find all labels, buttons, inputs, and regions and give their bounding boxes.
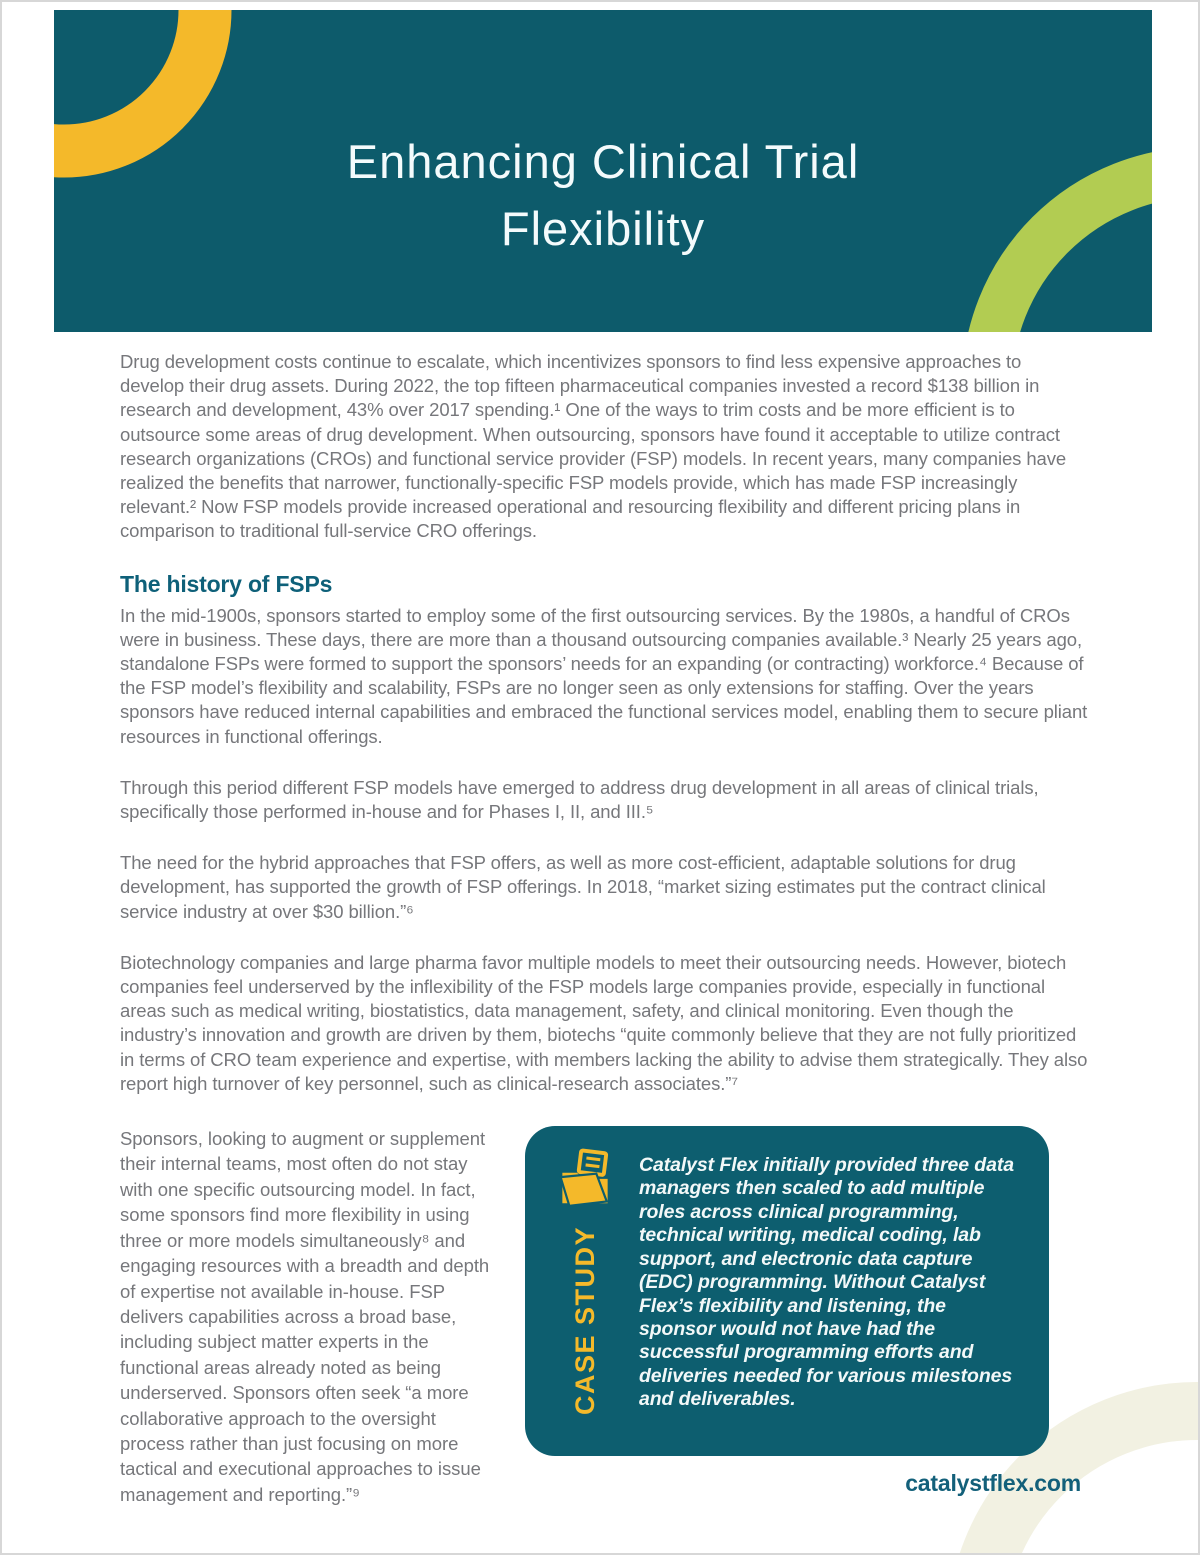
- section-heading-history: The history of FSPs: [120, 570, 333, 597]
- paragraph-hybrid-need: The need for the hybrid approaches that FSP offers, as well as more cost-efficient, adaptable solutions for drug development, has supported the growth of FSP offerings. In 2018, “market sizing estimates put the contract clinical service industry at over $30 billion.”⁶: [120, 852, 1046, 922]
- footer-website-link[interactable]: catalystflex.com: [905, 1470, 1081, 1496]
- intro-paragraph: Drug development costs continue to escalate, which incentivizes sponsors to find less expensive approaches to develop their drug assets. During 2022, the top fifteen pharmaceutical companies invested a record $138 billion in research and development, 43% over 2017 spending.¹ One of the ways to trim costs and be more efficient is to outsource some areas of drug development. When outsourcing, sponsors have found it acceptable to utilize contract research organizations (CROs) and functional service provider (FSP) models. In recent years, many companies have realized the benefits that narrower, functionally-specific FSP models provide, which has made FSP increasingly relevant.² Now FSP models provide increased operational and resourcing flexibility and different pricing plans in comparison to traditional full-service CRO offerings.: [120, 351, 1067, 542]
- article-content: [2, 332, 1198, 1507]
- page-title: Enhancing Clinical Trial Flexibility: [346, 135, 860, 255]
- paragraph-fsp-models: Through this period different FSP models have emerged to address drug development in all areas of clinical trials, specifically those performed in-house and for Phases I, II, and III.⁵: [120, 776, 1039, 823]
- folder-icon: [558, 1148, 612, 1208]
- case-study-quote: Catalyst Flex initially provided three data managers then scaled to add multiple roles across clinical programming, technical writing, medical coding, lab support, and electronic data capture (EDC) programming. Without Catalyst Flex’s flexibility and listening, the sponsor would not have had the successful programming efforts and deliveries needed for various milestones and deliverables.: [639, 1154, 1014, 1411]
- paragraph-biotech: Biotechnology companies and large pharma favor multiple models to meet their outsourcing needs. However, biotech companies feel underserved by the inflexibility of the FSP models large companies provide, especially in functional areas such as medical writing, biostatistics, data management, safety, and clinical monitoring. Even though the industry’s innovation and growth are driven by them, biotechs “quite commonly believe that they are not fully prioritized in terms of CRO team experience and expertise, with members lacking the ability to advise them strategically. They also report high turnover of key personnel, such as clinical-research associates.”⁷: [120, 951, 1088, 1094]
- sponsors-paragraph: Sponsors, looking to augment or supplement their internal teams, most often do not stay with one specific outsourcing model. In fact, some sponsors find more flexibility in using three or more models simultaneously⁸ and engaging resources with a breadth and depth of expertise not available in-house. FSP delivers capabilities across a broad base, including subject matter experts in the functional areas already noted as being underserved. Sponsors often seek “a more collaborative approach to the oversight process rather than just focusing on more tactical and executional approaches to issue management and reporting.”⁹: [120, 1128, 490, 1505]
- green-arc-decoration: [987, 172, 1152, 332]
- two-column-section: [120, 1126, 1088, 1507]
- case-study-rail: [547, 1148, 623, 1430]
- header-banner: [54, 10, 1152, 332]
- case-study-card: [525, 1126, 1049, 1456]
- yellow-arc-decoration: [54, 10, 205, 151]
- case-study-label: CASE STUDY: [569, 1226, 600, 1416]
- history-paragraph: In the mid-1900s, sponsors started to employ some of the first outsourcing services. By the 1980s, a handful of CROs were in business. These days, there are more than a thousand outsourcing companies available.³ Nearly 25 years ago, standalone FSPs were formed to support the sponsors’ needs for an expanding (or contracting) workforce.⁴ Because of the FSP model’s flexibility and scalability, FSPs are no longer seen as only extensions for staffing. Over the years sponsors have reduced internal capabilities and embraced the functional services model, enabling them to secure pliant resources in functional offerings.: [120, 604, 1088, 747]
